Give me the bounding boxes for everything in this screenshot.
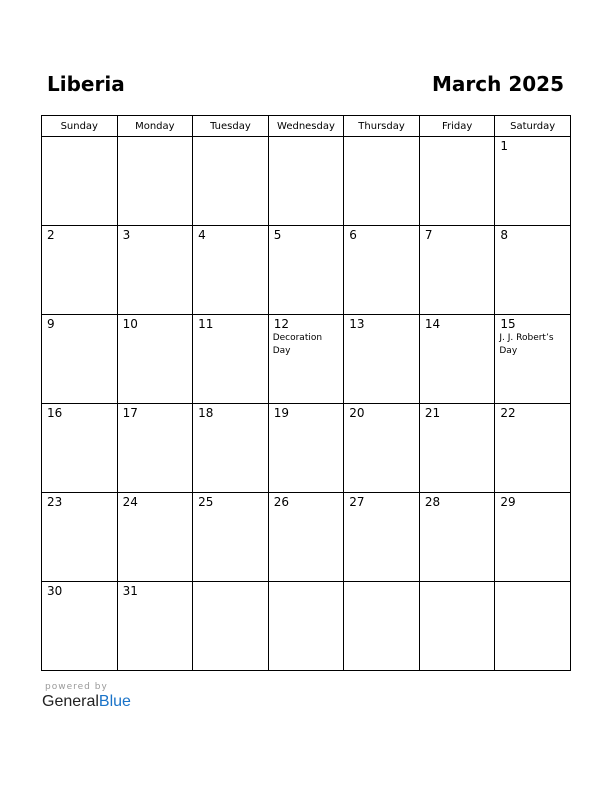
day-cell [193,137,269,226]
day-number: 3 [122,228,131,242]
day-number: 5 [273,228,282,242]
day-cell [344,493,420,582]
day-cell [268,137,344,226]
day-number [118,137,193,140]
week-row [42,137,571,226]
day-number: 14 [424,317,441,331]
week-row [42,315,571,404]
day-number: 21 [424,406,441,420]
day-cell [42,137,118,226]
day-cell [193,404,269,493]
weekday-header: Wednesday [268,116,344,137]
weekday-header: Sunday [42,116,118,137]
day-number [42,137,117,140]
day-cell [42,404,118,493]
day-number: 25 [198,495,214,509]
day-cell [344,404,420,493]
day-cell [193,582,269,671]
day-number [269,137,344,140]
day-number: 9 [47,317,55,331]
day-cell [419,493,495,582]
day-number [344,582,419,585]
day-number [495,582,570,585]
powered-by-label: powered by [45,682,108,692]
week-row [42,582,571,671]
day-cell [495,582,571,671]
day-cell [42,493,118,582]
day-number: 24 [122,495,138,509]
day-number: 17 [122,406,138,420]
day-number: 1 [500,139,509,153]
day-number: 22 [500,406,516,420]
day-number [193,582,268,585]
day-cell [495,226,571,315]
month-year-title: March 2025 [432,72,564,96]
day-cell [117,493,193,582]
day-cell [42,226,118,315]
day-cell [42,315,118,404]
day-cell [344,315,420,404]
day-number: 29 [500,495,516,509]
day-cell [419,582,495,671]
day-number: 11 [198,317,214,331]
day-number: 16 [47,406,63,420]
day-number: 30 [47,584,63,598]
day-cell [344,226,420,315]
day-number: 28 [424,495,441,509]
day-number: 19 [273,406,289,420]
generalblue-logo [42,693,131,711]
day-number [269,582,344,585]
logo-text-blue: Blue [98,693,131,710]
day-number [193,137,268,140]
day-number: 10 [122,317,138,331]
day-number: 13 [349,317,365,331]
calendar-grid [41,115,571,671]
day-cell [117,404,193,493]
country-title: Liberia [47,72,125,96]
day-cell [117,226,193,315]
day-cell [193,315,269,404]
logo-text-general: General [42,693,99,710]
day-number: 7 [424,228,433,242]
day-cell [268,404,344,493]
weekday-header-row [42,116,571,137]
day-cell [495,493,571,582]
week-row [42,493,571,582]
weekday-header: Friday [419,116,495,137]
day-cell [117,137,193,226]
day-cell [268,582,344,671]
day-number: 8 [500,228,509,242]
weekday-header: Tuesday [193,116,269,137]
day-cell [419,226,495,315]
day-cell [268,493,344,582]
day-cell [495,315,571,404]
day-cell [42,582,118,671]
day-number: 6 [349,228,357,242]
week-row [42,226,571,315]
day-number: 20 [349,406,365,420]
day-cell [344,582,420,671]
day-number: 15 [500,317,516,331]
day-number: 12 [273,317,289,331]
day-cell [193,226,269,315]
day-number: 27 [349,495,365,509]
weekday-header: Monday [117,116,193,137]
day-number: 31 [122,584,138,598]
day-cell [419,315,495,404]
day-cell [193,493,269,582]
holiday-label: Decoration Day [272,333,323,356]
day-number [420,582,495,585]
day-number: 4 [198,228,206,242]
day-cell [495,137,571,226]
day-number: 26 [273,495,289,509]
day-cell [419,137,495,226]
day-number: 23 [47,495,63,509]
day-cell [419,404,495,493]
day-number: 2 [47,228,55,242]
day-number [420,137,495,140]
weekday-header: Saturday [495,116,571,137]
day-number: 18 [198,406,214,420]
week-row [42,404,571,493]
day-cell [268,315,344,404]
day-number [344,137,419,140]
day-cell [495,404,571,493]
day-cell [344,137,420,226]
holiday-label: J. J. Robert’s Day [499,333,554,356]
day-cell [117,315,193,404]
weekday-header: Thursday [344,116,420,137]
day-cell [117,582,193,671]
day-cell [268,226,344,315]
